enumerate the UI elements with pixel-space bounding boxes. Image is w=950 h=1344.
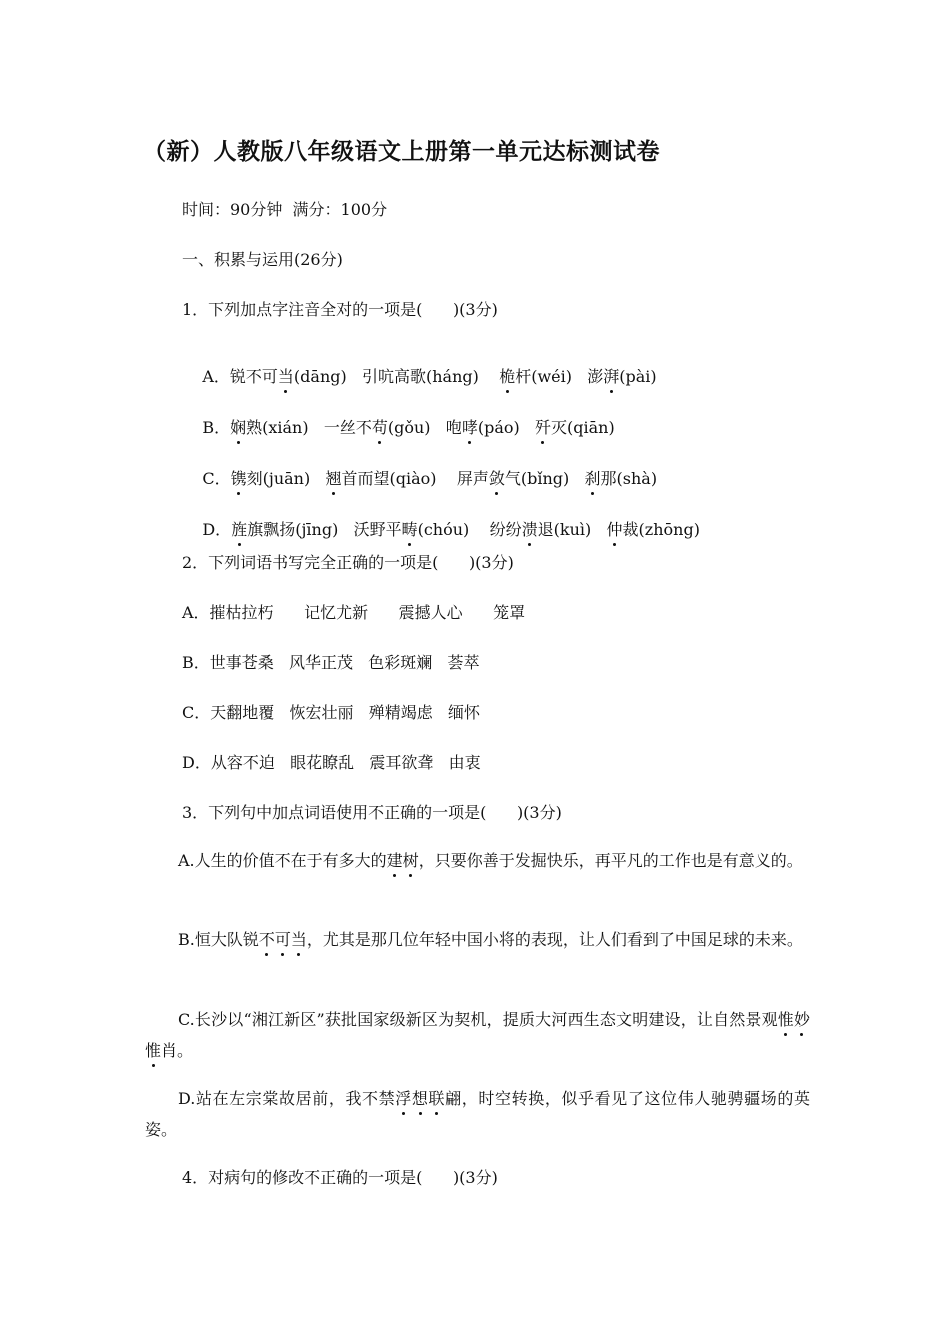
option-text: D．: [202, 520, 232, 539]
dotted-char: 歼: [534, 418, 551, 437]
option-text: C．: [202, 469, 231, 488]
question-2-option-b: B．世事苍桑 风华正茂 色彩斑斓 荟萃: [182, 653, 480, 672]
option-text: (gǒu) 咆: [387, 418, 462, 437]
dotted-char: 想: [411, 1089, 429, 1108]
option-text: 肖。: [161, 1041, 194, 1060]
dotted-char: 刹: [584, 469, 601, 488]
question-2-option-c: C．天翻地覆 恢宏壮丽 殚精竭虑 缅怀: [182, 703, 481, 722]
dotted-char: 旌: [231, 520, 248, 539]
option-text: ，只要你善于发掘快乐，再平凡的工作也是有意义的。: [418, 851, 803, 870]
option-text: D.站在左宗棠故居前，我不禁: [178, 1089, 396, 1108]
dotted-char: 湃: [603, 367, 620, 386]
dotted-char: 建: [386, 851, 403, 870]
option-text: C.长沙以“湘江新区”获批国家级新区为契机，提质大河西生态文明建设，让自然景观: [178, 1010, 778, 1029]
section-heading: 一、积累与运用(26分): [182, 250, 343, 269]
option-text: 熟(xián) 一丝不: [246, 418, 372, 437]
option-text: A．锐不可: [202, 367, 278, 386]
option-text: 那(shà): [600, 469, 658, 488]
dotted-char: 畴: [401, 520, 418, 539]
question-4-stem: 4．对病句的修改不正确的一项是( )(3分): [182, 1168, 498, 1187]
dotted-char: 敛: [488, 469, 505, 488]
dotted-char: 惟: [777, 1010, 794, 1029]
dotted-char: 当: [290, 930, 307, 949]
option-text: B.恒大队锐: [178, 930, 259, 949]
question-2-option-a: A．摧枯拉朽 记忆尤新 震撼人心 笼罩: [182, 603, 526, 622]
option-text: (pài): [619, 367, 657, 386]
dotted-char: 桅: [499, 367, 516, 386]
dotted-char: 不: [258, 930, 275, 949]
dotted-char: 联: [428, 1089, 446, 1108]
option-text: 裁(zhōng): [622, 520, 700, 539]
option-text: 气(bǐng): [504, 469, 585, 488]
option-text: A.人生的价值不在于有多大的: [178, 851, 387, 870]
option-text: 杆(wéi) 澎: [515, 367, 604, 386]
dotted-char: 当: [277, 367, 294, 386]
option-text: (chóu) 纷纷: [417, 520, 522, 539]
question-3-option-b: [145, 924, 810, 955]
dotted-char: 树: [402, 851, 419, 870]
option-text: 旗飘扬(jīng) 沃野平: [247, 520, 402, 539]
dotted-char: 溃: [521, 520, 538, 539]
exam-meta: 时间：90分钟 满分：100分: [182, 200, 388, 219]
page-title: （新）人教版八年级语文上册第一单元达标测试卷: [143, 138, 660, 165]
dotted-char: 仲: [606, 520, 623, 539]
dotted-char: 翘: [325, 469, 342, 488]
question-3-option-a: [145, 845, 810, 876]
dotted-char: 哮: [461, 418, 478, 437]
dotted-char: 浮: [395, 1089, 412, 1108]
dotted-char: 惟: [145, 1041, 162, 1060]
option-text: 灭(qiān): [551, 418, 615, 437]
option-text: B．: [202, 418, 231, 437]
option-text: (dāng) 引吭高歌(háng): [293, 367, 500, 386]
dotted-char: 可: [274, 930, 291, 949]
question-3-option-d: [145, 1083, 810, 1145]
question-3-stem: 3．下列句中加点词语使用不正确的一项是( )(3分): [182, 803, 562, 822]
option-text: 退(kuì): [537, 520, 607, 539]
option-text: 刻(juān): [246, 469, 326, 488]
question-1-stem: 1．下列加点字注音全对的一项是( )(3分): [182, 300, 498, 319]
dotted-char: 苟: [371, 418, 388, 437]
dotted-char: 娴: [230, 418, 247, 437]
option-text: (páo): [477, 418, 535, 437]
question-2-option-d: D．从容不迫 眼花瞭乱 震耳欲聋 由衷: [182, 753, 481, 772]
dotted-char: 镌: [230, 469, 247, 488]
option-text: ，尤其是那几位年轻中国小将的表现，让人们看到了中国足球的未来。: [306, 930, 803, 949]
dotted-char: 妙: [793, 1010, 810, 1029]
question-1-option-d: [182, 500, 700, 560]
option-text: 首而望(qiào) 屏声: [341, 469, 489, 488]
question-3-option-c: [145, 1004, 810, 1066]
question-2-stem: 2．下列词语书写完全正确的一项是( )(3分): [182, 553, 514, 572]
option-text: 翩，时空转换，似乎看见了这位伟人驰骋疆场的英姿。: [145, 1089, 810, 1139]
